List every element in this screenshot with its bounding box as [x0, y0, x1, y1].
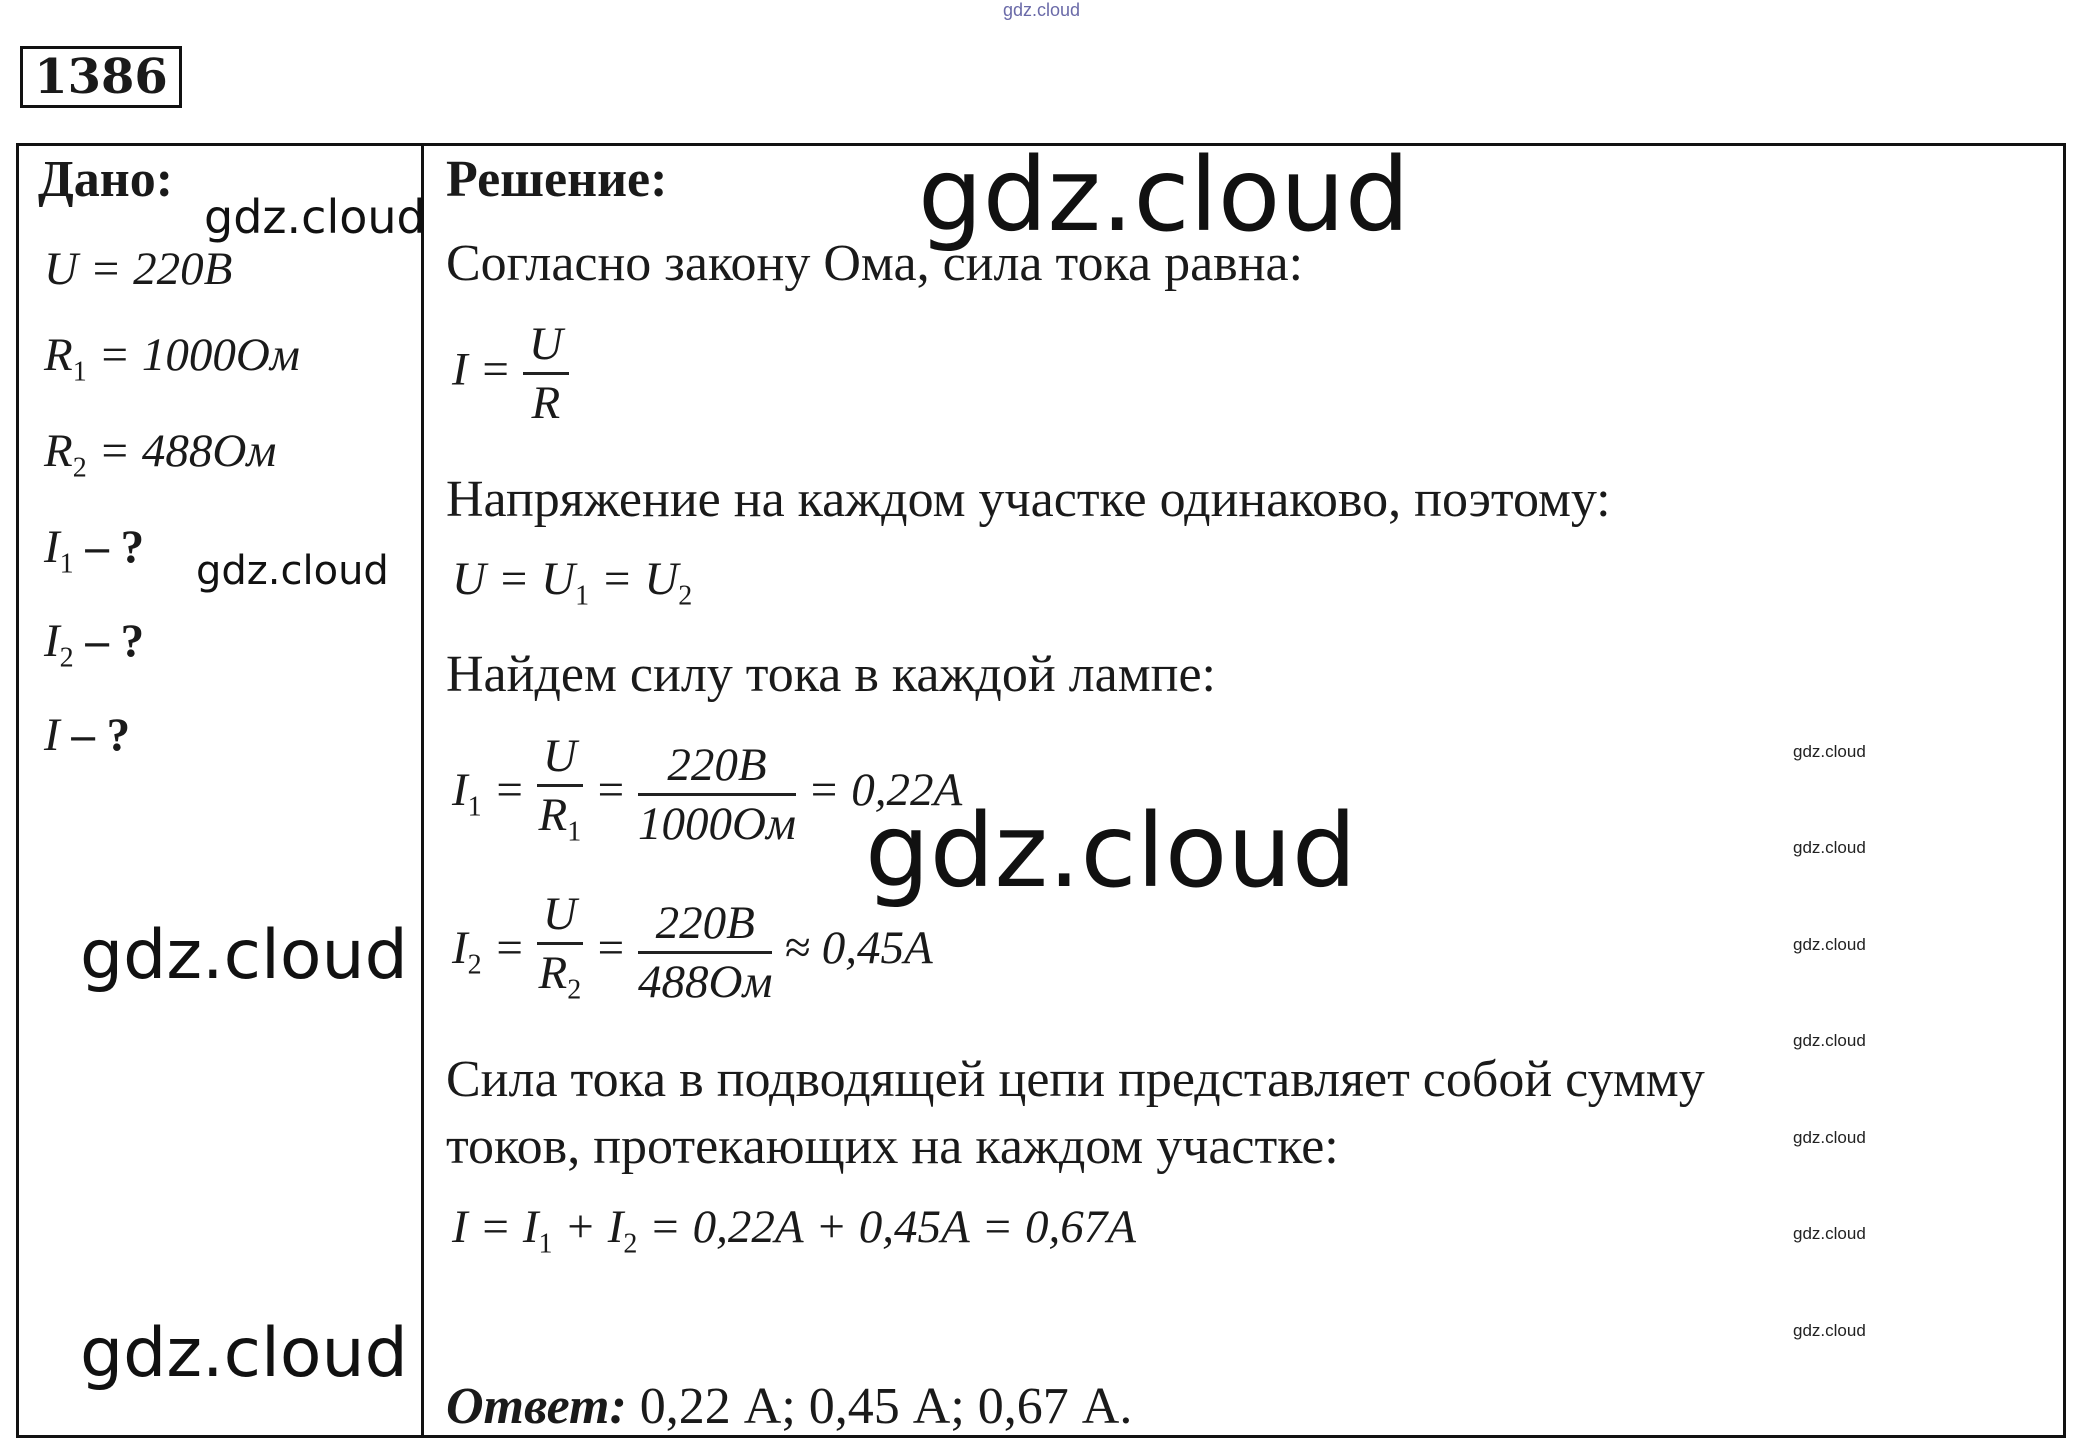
watermark: gdz.cloud: [1793, 1128, 1866, 1147]
watermark: gdz.cloud: [1793, 838, 1866, 857]
text-line: Найдем силу тока в каждой лампе:: [446, 646, 1216, 703]
formula-voltage: $U = U_1 = U_2$: [452, 553, 693, 612]
formula-ohm: I = $\frac{U}{R}$: [452, 318, 569, 429]
watermark: gdz.cloud: [1793, 742, 1866, 761]
watermark: gdz.cloud: [1793, 1031, 1866, 1050]
watermark: gdz.cloud: [204, 190, 426, 244]
formula-i2: $I_2$ = $\frac{U}{R_2}$ = $\frac{220В}{488Ом}$ ≈ 0,45А: [452, 888, 933, 1008]
given-item: U = 220В: [44, 243, 233, 295]
watermark: gdz.cloud: [80, 916, 408, 995]
given-item: $I_1$ – ?: [44, 521, 145, 580]
text-line: токов, протекающих на каждом участке:: [446, 1118, 1339, 1175]
watermark: gdz.cloud: [1793, 1321, 1866, 1340]
watermark: gdz.cloud: [918, 136, 1410, 255]
answer-line: [446, 1377, 1132, 1436]
watermark: gdz.cloud: [1793, 1224, 1866, 1243]
text-line: Согласно закону Ома, сила тока равна:: [446, 235, 1304, 292]
given-header: Дано:: [38, 151, 174, 208]
given-item: $I_2$ – ?: [44, 615, 145, 674]
problem-number: 1386: [20, 46, 182, 108]
solution-header: Решение:: [446, 151, 668, 208]
watermark: gdz.cloud: [1793, 935, 1866, 954]
watermark: gdz.cloud: [80, 1314, 408, 1393]
top-watermark: gdz.cloud: [1003, 0, 1081, 20]
formula-total: $I = I_1 + I_2 = 0,22А + 0,45А = 0,67А$: [452, 1201, 1136, 1260]
given-item: I – ?: [44, 709, 131, 761]
column-divider: [421, 143, 424, 1438]
given-item: $R_1 = 1000Ом$: [44, 329, 300, 388]
text-line: Сила тока в подводящей цепи представляет собой сумму: [446, 1051, 1705, 1108]
answer-label: Ответ:: [446, 1378, 627, 1435]
given-item: $R_2 = 488Ом$: [44, 425, 277, 484]
formula-i1: $I_1$ = $\frac{U}{R_1}$ = $\frac{220В}{1000Ом}$ = 0,22А: [452, 730, 963, 850]
watermark: gdz.cloud: [865, 792, 1357, 911]
watermark: gdz.cloud: [196, 548, 389, 594]
answer-text: 0,22 А; 0,45 А; 0,67 А.: [626, 1378, 1133, 1435]
text-line: Напряжение на каждом участке одинаково, поэтому:: [446, 471, 1611, 528]
